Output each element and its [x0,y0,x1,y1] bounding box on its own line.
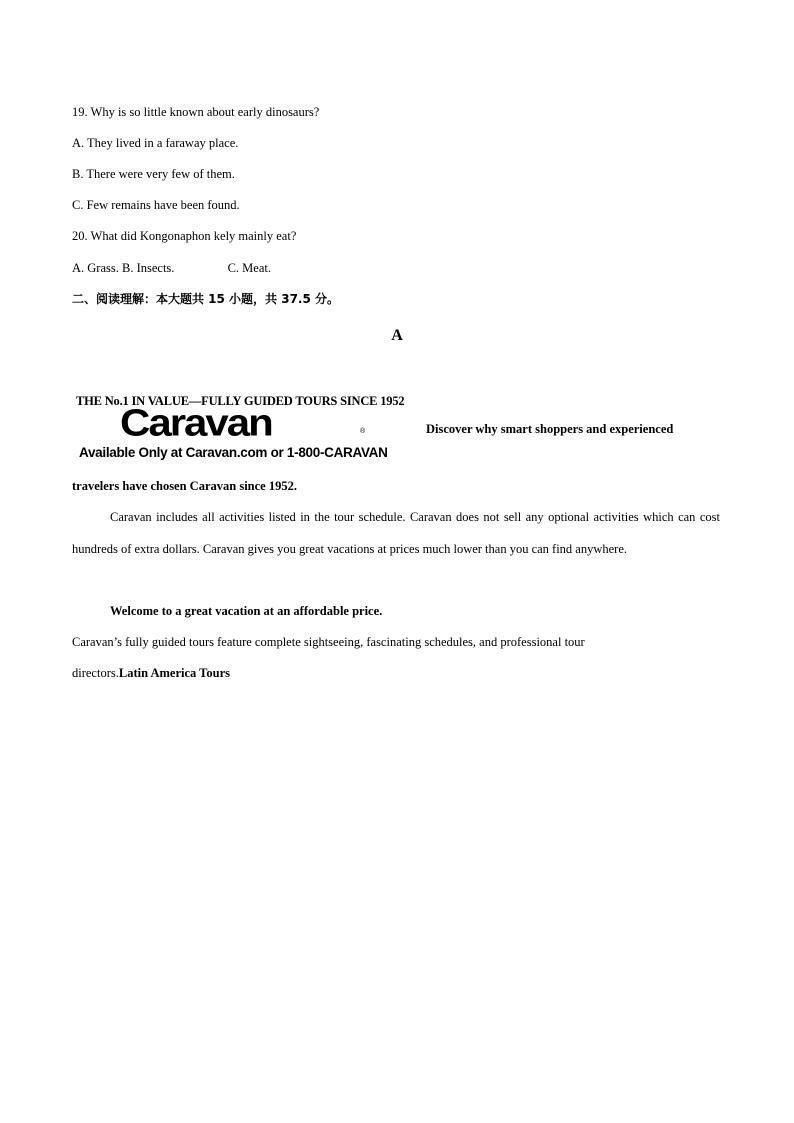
passage-paragraph-2-line-2 [72,665,230,681]
question-19-stem: 19. Why is so little known about early dinosaurs? [72,105,320,119]
passage-heading-part1: Discover why smart shoppers and experienced [426,422,674,436]
tours-label: Latin America Tours [118,666,230,680]
question-20-option-b: B. Insects. [122,261,175,275]
passage-paragraph-1: Caravan includes all activities listed in the tour schedule. Caravan does not sell any optional activities which can cost hundreds of extra dollars. Caravan gives you great vacations at prices much lower than you can find anywhere. [72,510,720,556]
caravan-logo [76,394,420,462]
question-20-option-a: A. Grass. [72,261,119,275]
question-19-option-c: C. Few remains have been found. [72,198,240,212]
section-header: 二、阅读理解：本大题共 15 小题，共 37.5 分。 [72,292,340,306]
logo-availability: Available Only at Caravan.com or 1-800-CARAVAN [79,445,388,460]
section-letter: A [391,327,403,344]
question-19-option-b: B. There were very few of them. [72,167,235,181]
passage-paragraph-2-end: directors. [72,666,119,680]
logo-registered-mark: ® [360,428,366,435]
passage-subheading: Welcome to a great vacation at an affordable price. [110,604,383,618]
passage-paragraph-2-line-1: Caravan’s fully guided tours feature complete sightseeing, fascinating schedules, and professional tour [72,635,585,649]
question-20-option-c: C. Meat. [227,261,271,275]
passage-heading-part2: travelers have chosen Caravan since 1952. [72,479,297,493]
question-20-options [72,260,271,276]
logo-tagline: THE No.1 IN VALUE—FULLY GUIDED TOURS SINCE 1952 [76,394,405,408]
question-19-option-a: A. They lived in a faraway place. [72,136,239,150]
question-20-stem: 20. What did Kongonaphon kely mainly eat? [72,229,297,243]
logo-brand: Caravan [120,401,272,444]
